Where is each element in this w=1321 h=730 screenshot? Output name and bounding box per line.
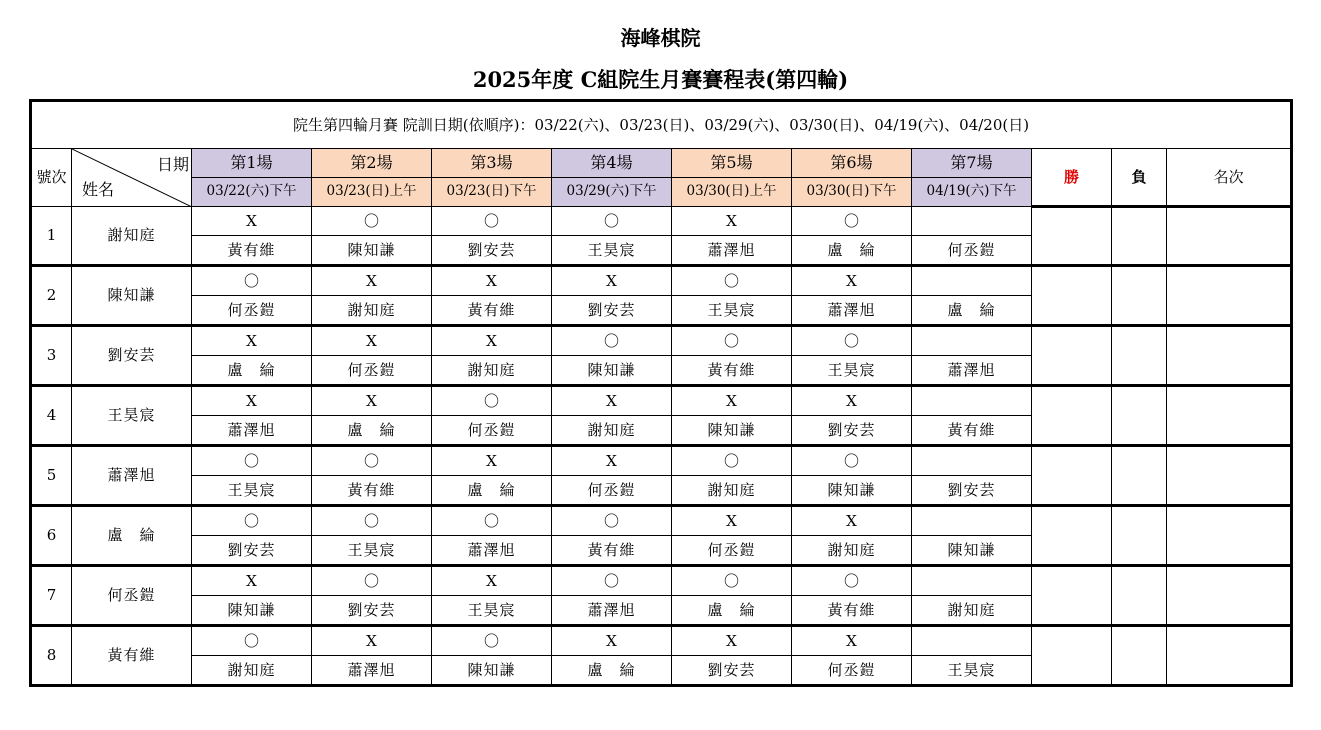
result-mark: 〇 [672, 566, 792, 596]
result-mark: 〇 [192, 626, 312, 656]
opponent-name: 陳知謙 [912, 536, 1032, 566]
rank-cell[interactable] [1167, 566, 1292, 626]
rank-cell[interactable] [1167, 326, 1292, 386]
date-header: 日期 [156, 155, 189, 174]
opponent-name: 黃有維 [192, 236, 312, 266]
result-mark: 〇 [552, 207, 672, 236]
result-mark: X [192, 386, 312, 416]
player-number: 8 [31, 626, 72, 686]
opponent-name: 謝知庭 [312, 296, 432, 326]
opponent-name: 蕭澤旭 [312, 656, 432, 686]
opponent-name: 蕭澤旭 [672, 236, 792, 266]
player-number: 2 [31, 266, 72, 326]
opponent-name: 劉安芸 [552, 296, 672, 326]
lose-cell[interactable] [1112, 446, 1167, 506]
round-6-label: 第6場 [792, 149, 912, 178]
player-name: 謝知庭 [72, 207, 192, 266]
result-mark: X [432, 566, 552, 596]
opponent-name: 何丞鎧 [312, 356, 432, 386]
lose-cell[interactable] [1112, 266, 1167, 326]
opponent-name: 謝知庭 [792, 536, 912, 566]
opponent-name: 何丞鎧 [912, 236, 1032, 266]
round-5-label: 第5場 [672, 149, 792, 178]
round-4-label: 第4場 [552, 149, 672, 178]
lose-cell[interactable] [1112, 326, 1167, 386]
player-number: 3 [31, 326, 72, 386]
round-7-label: 第7場 [912, 149, 1032, 178]
round-2-date: 03/23(日)上午 [312, 178, 432, 207]
opponent-name: 謝知庭 [672, 476, 792, 506]
opponent-name: 謝知庭 [192, 656, 312, 686]
opponent-name: 王昊宸 [912, 656, 1032, 686]
opponent-name: 盧 綸 [912, 296, 1032, 326]
player-name: 盧 綸 [72, 506, 192, 566]
result-mark: 〇 [192, 266, 312, 296]
rank-cell[interactable] [1167, 207, 1292, 266]
win-cell[interactable] [1032, 266, 1112, 326]
opponent-name: 劉安芸 [912, 476, 1032, 506]
lose-cell[interactable] [1112, 566, 1167, 626]
opponent-name: 陳知謙 [312, 236, 432, 266]
opponent-name: 何丞鎧 [192, 296, 312, 326]
lose-cell[interactable] [1112, 626, 1167, 686]
org-title: 海峰棋院 [620, 26, 701, 50]
lose-cell[interactable] [1112, 207, 1167, 266]
result-mark: 〇 [672, 446, 792, 476]
opponent-name: 劉安芸 [672, 656, 792, 686]
result-mark: 〇 [432, 207, 552, 236]
opponent-name: 蕭澤旭 [792, 296, 912, 326]
result-mark: X [552, 386, 672, 416]
round-6-date: 03/30(日)下午 [792, 178, 912, 207]
result-mark: X [672, 626, 792, 656]
player-number: 7 [31, 566, 72, 626]
opponent-name: 黃有維 [312, 476, 432, 506]
result-mark: 〇 [552, 566, 672, 596]
result-mark: X [672, 506, 792, 536]
round-2-label: 第2場 [312, 149, 432, 178]
opponent-name: 劉安芸 [432, 236, 552, 266]
result-mark: X [552, 626, 672, 656]
result-mark: 〇 [432, 506, 552, 536]
lose-cell[interactable] [1112, 386, 1167, 446]
round-5-date: 03/30(日)上午 [672, 178, 792, 207]
opponent-name: 黃有維 [552, 536, 672, 566]
win-cell[interactable] [1032, 326, 1112, 386]
schedule-title: 2025年度 C組院生月賽賽程表(第四輪) [472, 67, 849, 92]
result-mark: X [192, 326, 312, 356]
result-mark: 〇 [192, 446, 312, 476]
player-row [31, 626, 1292, 656]
opponent-name: 謝知庭 [432, 356, 552, 386]
win-cell[interactable] [1032, 566, 1112, 626]
opponent-name: 陳知謙 [432, 656, 552, 686]
opponent-name: 何丞鎧 [792, 656, 912, 686]
round-3-label: 第3場 [432, 149, 552, 178]
result-mark: X [552, 266, 672, 296]
result-mark [912, 207, 1032, 236]
player-name: 何丞鎧 [72, 566, 192, 626]
opponent-name: 盧 綸 [432, 476, 552, 506]
result-mark [912, 626, 1032, 656]
opponent-name: 王昊宸 [312, 536, 432, 566]
result-mark: 〇 [792, 207, 912, 236]
player-row [31, 566, 1292, 596]
lose-header: 負 [1112, 149, 1167, 207]
opponent-name: 劉安芸 [192, 536, 312, 566]
result-mark: 〇 [552, 326, 672, 356]
opponent-name: 陳知謙 [792, 476, 912, 506]
player-row [31, 386, 1292, 416]
result-mark: X [192, 207, 312, 236]
rank-cell[interactable] [1167, 446, 1292, 506]
result-mark: X [672, 207, 792, 236]
win-cell[interactable] [1032, 207, 1112, 266]
opponent-name: 陳知謙 [552, 356, 672, 386]
opponent-name: 謝知庭 [552, 416, 672, 446]
result-mark: X [312, 626, 432, 656]
player-row [31, 506, 1292, 536]
opponent-name: 黃有維 [792, 596, 912, 626]
player-name: 陳知謙 [72, 266, 192, 326]
win-cell[interactable] [1032, 506, 1112, 566]
opponent-name: 劉安芸 [792, 416, 912, 446]
result-mark: X [432, 326, 552, 356]
result-mark [912, 266, 1032, 296]
lose-cell[interactable] [1112, 506, 1167, 566]
player-name: 王昊宸 [72, 386, 192, 446]
result-mark: X [312, 326, 432, 356]
result-mark: 〇 [312, 446, 432, 476]
result-mark: X [792, 386, 912, 416]
player-row [31, 266, 1292, 296]
opponent-name: 劉安芸 [312, 596, 432, 626]
result-mark [912, 386, 1032, 416]
rank-cell[interactable] [1167, 386, 1292, 446]
opponent-name: 盧 綸 [312, 416, 432, 446]
opponent-name: 陳知謙 [672, 416, 792, 446]
win-cell[interactable] [1032, 446, 1112, 506]
opponent-name: 王昊宸 [552, 236, 672, 266]
opponent-name: 黃有維 [672, 356, 792, 386]
result-mark [912, 566, 1032, 596]
result-mark: X [552, 446, 672, 476]
number-header: 號次 [31, 149, 72, 207]
date-name-header [72, 149, 192, 207]
player-row [31, 207, 1292, 236]
opponent-name: 何丞鎧 [672, 536, 792, 566]
player-name: 黃有維 [72, 626, 192, 686]
player-number: 6 [31, 506, 72, 566]
round-4-date: 03/29(六)下午 [552, 178, 672, 207]
opponent-name: 蕭澤旭 [192, 416, 312, 446]
player-number: 5 [31, 446, 72, 506]
name-header: 姓名 [82, 180, 115, 199]
round-3-date: 03/23(日)下午 [432, 178, 552, 207]
round-1-date: 03/22(六)下午 [192, 178, 312, 207]
player-row [31, 446, 1292, 476]
player-name: 劉安芸 [72, 326, 192, 386]
opponent-name: 盧 綸 [192, 356, 312, 386]
opponent-name: 盧 綸 [792, 236, 912, 266]
opponent-name: 盧 綸 [672, 596, 792, 626]
result-mark: X [432, 266, 552, 296]
opponent-name: 黃有維 [432, 296, 552, 326]
opponent-name: 黃有維 [912, 416, 1032, 446]
round-1-label: 第1場 [192, 149, 312, 178]
schedule-table [29, 99, 1293, 687]
opponent-name: 王昊宸 [432, 596, 552, 626]
opponent-name: 何丞鎧 [552, 476, 672, 506]
result-mark: 〇 [192, 506, 312, 536]
opponent-name: 蕭澤旭 [552, 596, 672, 626]
result-mark: 〇 [312, 506, 432, 536]
player-number: 4 [31, 386, 72, 446]
player-number: 1 [31, 207, 72, 266]
result-mark: X [192, 566, 312, 596]
win-cell[interactable] [1032, 626, 1112, 686]
opponent-name: 蕭澤旭 [432, 536, 552, 566]
result-mark: 〇 [552, 506, 672, 536]
result-mark [912, 506, 1032, 536]
result-mark: 〇 [792, 566, 912, 596]
result-mark: 〇 [792, 326, 912, 356]
win-cell[interactable] [1032, 386, 1112, 446]
result-mark: X [432, 446, 552, 476]
result-mark: X [792, 506, 912, 536]
result-mark: 〇 [432, 626, 552, 656]
result-mark: X [312, 266, 432, 296]
result-mark: 〇 [432, 386, 552, 416]
rank-cell[interactable] [1167, 626, 1292, 686]
result-mark [912, 326, 1032, 356]
result-mark [912, 446, 1032, 476]
opponent-name: 盧 綸 [552, 656, 672, 686]
round-7-date: 04/19(六)下午 [912, 178, 1032, 207]
opponent-name: 王昊宸 [672, 296, 792, 326]
opponent-name: 陳知謙 [192, 596, 312, 626]
opponent-name: 謝知庭 [912, 596, 1032, 626]
opponent-name: 王昊宸 [192, 476, 312, 506]
opponent-name: 蕭澤旭 [912, 356, 1032, 386]
result-mark: X [792, 626, 912, 656]
opponent-name: 王昊宸 [792, 356, 912, 386]
rank-cell[interactable] [1167, 266, 1292, 326]
result-mark: 〇 [672, 326, 792, 356]
result-mark: 〇 [672, 266, 792, 296]
result-mark: 〇 [792, 446, 912, 476]
rank-header: 名次 [1167, 149, 1292, 207]
result-mark: 〇 [312, 207, 432, 236]
win-header: 勝 [1032, 149, 1112, 207]
result-mark: 〇 [312, 566, 432, 596]
player-name: 蕭澤旭 [72, 446, 192, 506]
result-mark: X [792, 266, 912, 296]
training-dates-info: 院生第四輪月賽 院訓日期(依順序)：03/22(六)、03/23(日)、03/29(六)、03/30(日)、04/19(六)、04/20(日) [31, 101, 1292, 149]
player-row [31, 326, 1292, 356]
result-mark: X [312, 386, 432, 416]
rank-cell[interactable] [1167, 506, 1292, 566]
opponent-name: 何丞鎧 [432, 416, 552, 446]
result-mark: X [672, 386, 792, 416]
